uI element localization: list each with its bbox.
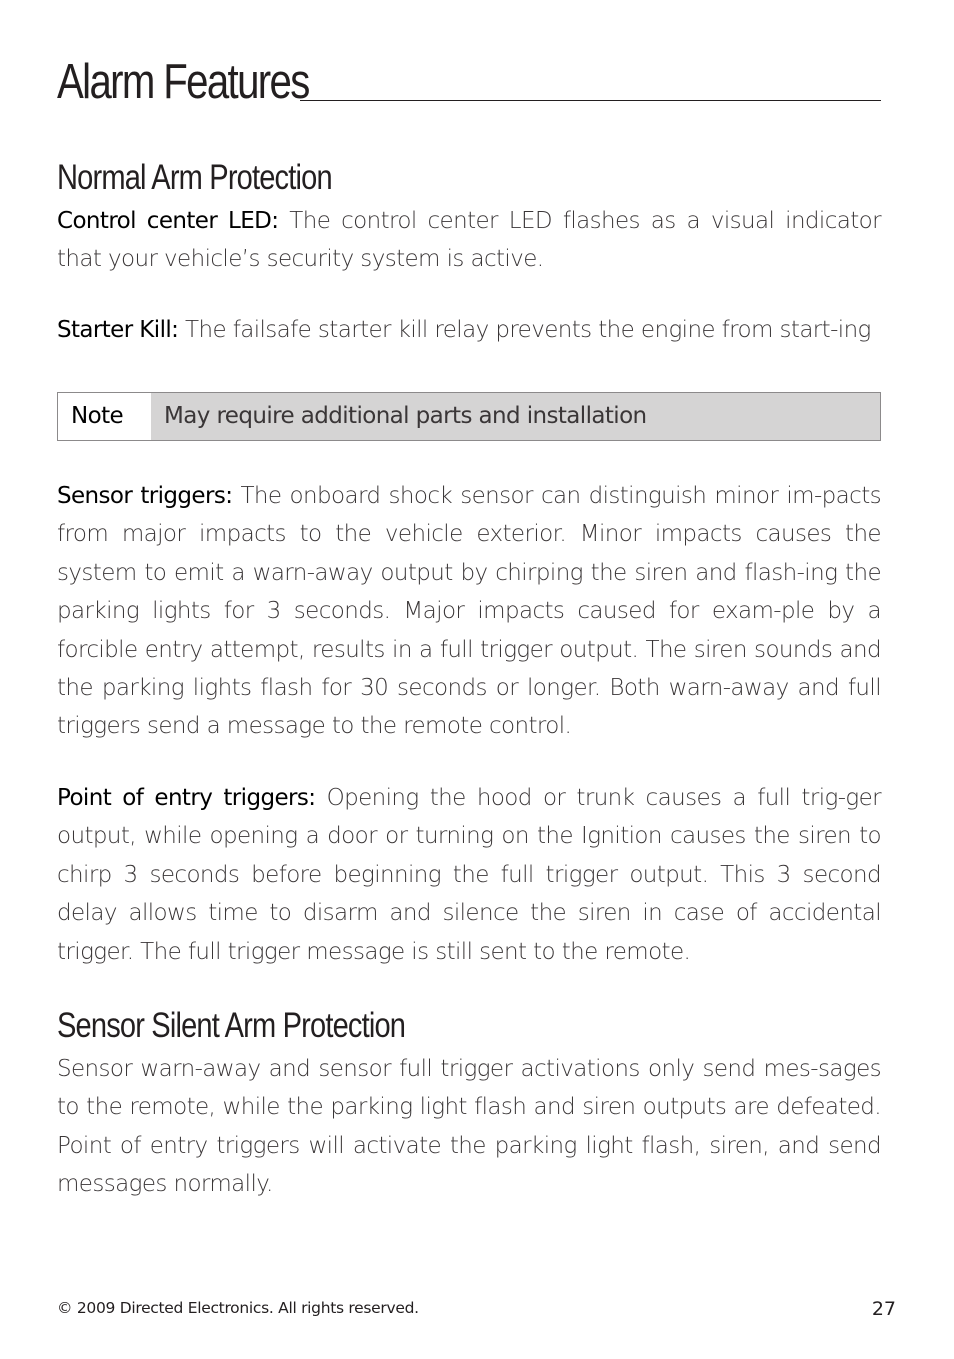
- paragraph-control-center-led: [57, 202, 881, 279]
- page-number: 27: [871, 1298, 896, 1320]
- paragraph-sensor-triggers: [57, 477, 881, 746]
- lead-control-center-led: Control center LED:: [57, 208, 279, 234]
- lead-starter-kill: Starter Kill:: [57, 317, 179, 343]
- text-control-center-led: The control center LED flashes as a visual indicator that your vehicle’s security system is active.: [57, 208, 881, 273]
- title-rule: [300, 100, 881, 101]
- section-heading-normal-arm: Normal Arm Protection: [57, 158, 332, 197]
- section-heading-sensor-silent-arm: Sensor Silent Arm Protection: [57, 1006, 406, 1045]
- paragraph-sensor-silent-arm: [57, 1050, 881, 1204]
- note-box: [57, 392, 881, 441]
- note-text: May require additional parts and installation: [151, 393, 880, 440]
- paragraph-starter-kill: [57, 311, 881, 349]
- lead-point-of-entry: Point of entry triggers:: [57, 785, 316, 811]
- footer-copyright: © 2009 Directed Electronics. All rights reserved.: [57, 1299, 419, 1317]
- page-title: Alarm Features: [57, 55, 309, 109]
- text-sensor-triggers: The onboard shock sensor can distinguish minor im-pacts from major impacts to the vehicle exterior. Minor impacts causes the system to emit a warn-away output by chirping the siren and flash-ing the parking lights for 3 seconds. Major impacts caused for exam-ple by a forcible entry attempt, results in a full trigger output. The siren sounds and the parking lights flash for 30 seconds or longer. Both warn-away and full triggers send a message to the remote control.: [57, 483, 882, 740]
- text-point-of-entry: Opening the hood or trunk causes a full trig-ger output, while opening a door or turning on the Ignition causes the siren to chirp 3 seconds before beginning the full trigger output. This 3 second delay allows time to disarm and silence the siren in case of accidental trigger. The full trigger message is still sent to the remote.: [57, 785, 882, 965]
- lead-sensor-triggers: Sensor triggers:: [57, 483, 233, 509]
- note-label: Note: [58, 393, 151, 440]
- paragraph-point-of-entry: [57, 779, 881, 971]
- text-starter-kill: The failsafe starter kill relay prevents the engine from start-ing: [178, 317, 871, 343]
- text-sensor-silent-arm: Sensor warn-away and sensor full trigger activations only send mes-sages to the remote, while the parking light flash and siren outputs are defeated. Point of entry triggers will activate the parking light flash, siren, and send messages normally.: [57, 1056, 881, 1198]
